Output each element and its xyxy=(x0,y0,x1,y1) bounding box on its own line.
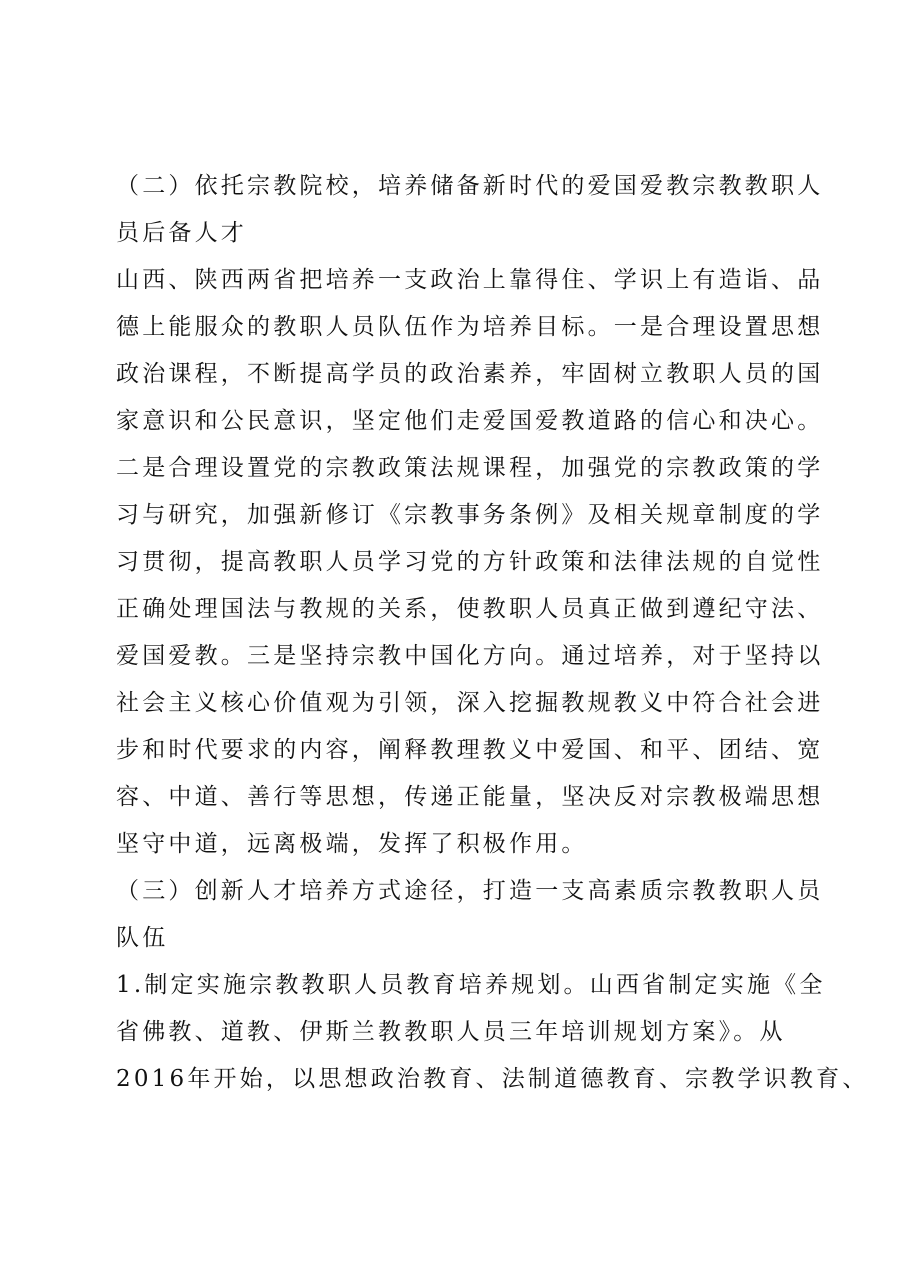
paragraph-line: 2016年开始，以思想政治教育、法制道德教育、宗教学识教育、 xyxy=(116,1066,869,1092)
paragraph-line: 政治课程，不断提高学员的政治素养，牢固树立教职人员的国 xyxy=(116,361,824,387)
paragraph-line: 步和时代要求的内容，阐释教理教义中爱国、和平、团结、宽 xyxy=(116,737,824,763)
paragraph-line: 二是合理设置党的宗教政策法规课程，加强党的宗教政策的学 xyxy=(116,455,824,481)
paragraph-line: 社会主义核心价值观为引领，深入挖掘教规教义中符合社会进 xyxy=(116,690,824,716)
paragraph-line: 爱国爱教。三是坚持宗教中国化方向。通过培养，对于坚持以 xyxy=(116,643,824,669)
heading-section-3-line-2: 队伍 xyxy=(116,925,169,951)
paragraph-line: 山西、陕西两省把培养一支政治上靠得住、学识上有造诣、品 xyxy=(116,267,824,293)
paragraph-line: 省佛教、道教、伊斯兰教教职人员三年培训规划方案》。从 xyxy=(116,1019,786,1045)
paragraph-line: 德上能服众的教职人员队伍作为培养目标。一是合理设置思想 xyxy=(116,314,824,340)
paragraph-line: 家意识和公民意识，坚定他们走爱国爱教道路的信心和决心。 xyxy=(116,408,824,434)
paragraph-line: 习与研究，加强新修订《宗教事务条例》及相关规章制度的学 xyxy=(116,502,824,528)
paragraph-line: 正确处理国法与教规的关系，使教职人员真正做到遵纪守法、 xyxy=(116,596,824,622)
heading-section-2-line-1: （二）依托宗教院校，培养储备新时代的爱国爱教宗教教职人 xyxy=(116,173,824,199)
heading-section-3-line-1: （三）创新人才培养方式途径，打造一支高素质宗教教职人员 xyxy=(116,878,824,904)
paragraph-line: 1.制定实施宗教教职人员教育培养规划。山西省制定实施《全 xyxy=(116,972,826,998)
paragraph-line: 习贯彻，提高教职人员学习党的方针政策和法律法规的自觉性 xyxy=(116,549,824,575)
heading-section-2-line-2: 员后备人才 xyxy=(116,220,247,246)
document-body xyxy=(116,163,869,1103)
paragraph-line: 容、中道、善行等思想，传递正能量，坚决反对宗教极端思想 xyxy=(116,784,824,810)
paragraph-line: 坚守中道，远离极端，发挥了积极作用。 xyxy=(116,831,588,857)
